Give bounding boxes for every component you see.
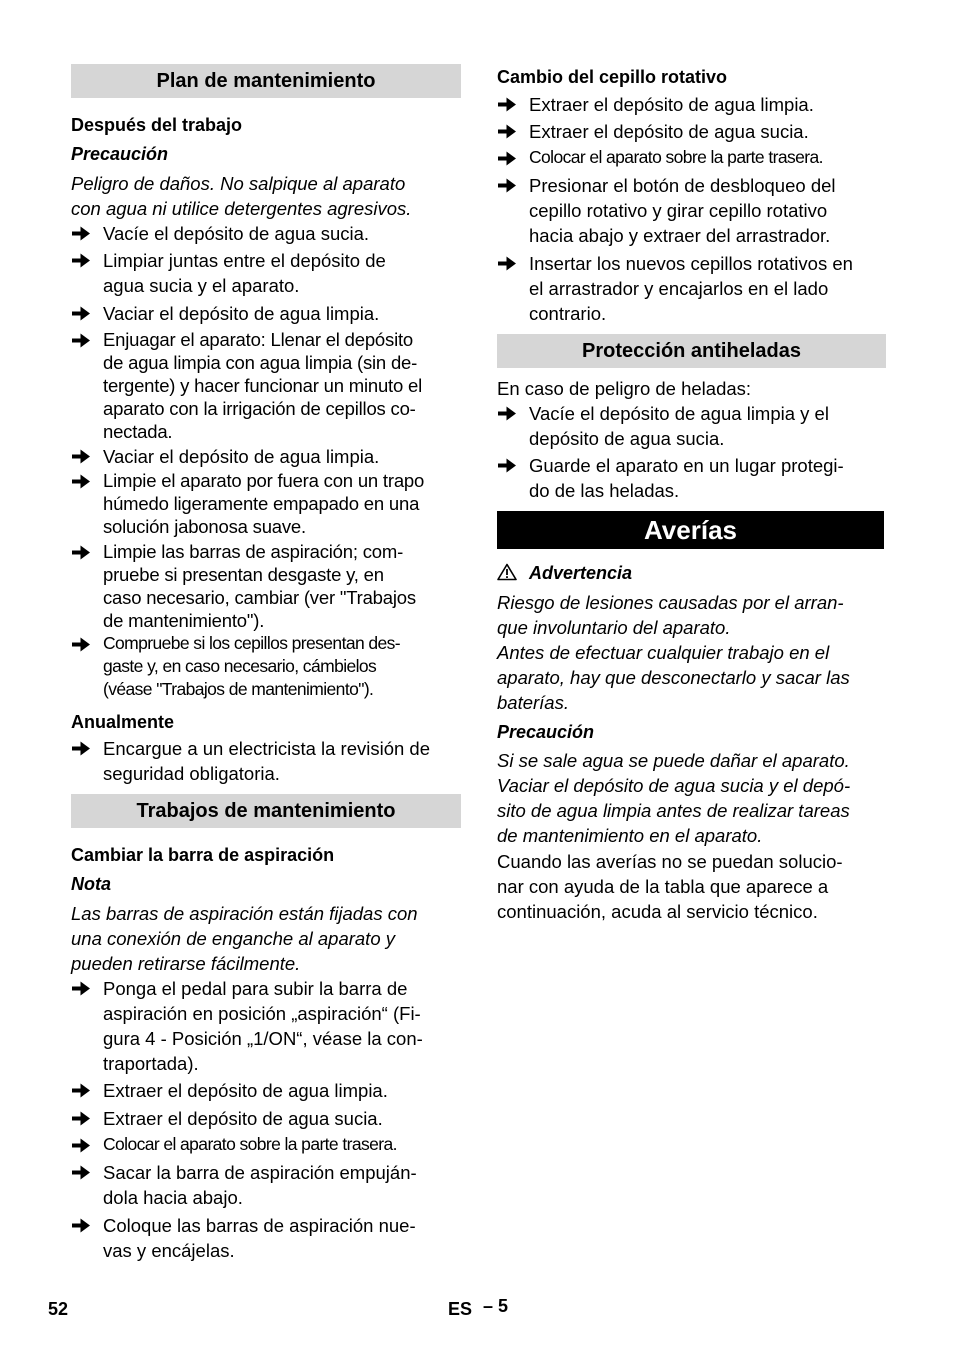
list-item-text (103, 221, 369, 246)
arrow-right-icon (497, 150, 517, 167)
list-item-line: tergente) y hacer funcionar un minuto el (103, 375, 423, 396)
list-item-line: contrario. (529, 303, 607, 324)
note-line: una conexión de enganche al aparato y (71, 928, 396, 949)
list-item-text (103, 469, 424, 538)
list-item-line: aspiración en posición „aspiración“ (Fi- (103, 1003, 421, 1024)
arrow-right-icon (497, 255, 517, 272)
arrow-right-icon (71, 740, 91, 757)
list-item-text (529, 251, 853, 326)
list-item-line: Coloque las barras de aspiración nue- (103, 1215, 416, 1236)
list-item-line: dola hacia abajo. (103, 1187, 243, 1208)
list-item-text (529, 453, 844, 503)
warning-line: aparato, hay que desconectarlo y sacar las (497, 667, 850, 688)
frost-intro (497, 376, 751, 401)
list-item-line: vas y encájelas. (103, 1240, 235, 1261)
list-item-text (103, 540, 416, 632)
list-item-line: Vaciar el depósito de agua limpia. (103, 303, 380, 324)
list-item-line: Limpiar juntas entre el depósito de (103, 250, 386, 271)
section-title-faults: Averías (497, 511, 884, 549)
faults-final-line: Cuando las averías no se puedan solucio- (497, 851, 843, 872)
list-item-text (103, 736, 430, 786)
list-item-line: Limpie las barras de aspiración; com- (103, 541, 404, 562)
arrow-right-icon (71, 1164, 91, 1181)
list-item-line: Enjuagar el aparato: Llenar el depósito (103, 329, 414, 350)
page-number: 52 (48, 1299, 69, 1319)
arrow-right-icon (71, 1137, 91, 1154)
list-item-line: seguridad obligatoria. (103, 763, 280, 784)
caution-label: Precaución (71, 144, 169, 164)
list-item-line: Vacíe el depósito de agua limpia y el (529, 403, 829, 424)
arrow-right-icon (71, 544, 91, 561)
heading-after-work: Después del trabajo (71, 115, 243, 135)
list-item-line: gaste y, en caso necesario, cámbielos (103, 656, 377, 676)
list-item-line: Ponga el pedal para subir la barra de (103, 978, 408, 999)
caution-text (71, 171, 411, 221)
list-item-line: depósito de agua sucia. (529, 428, 725, 449)
warning-line: Antes de efectuar cualquier trabajo en el (497, 642, 830, 663)
list-item-text (103, 632, 400, 701)
arrow-right-icon (71, 252, 91, 269)
arrow-right-icon (71, 305, 91, 322)
warning-label: Advertencia (529, 563, 633, 583)
list-item-text (529, 401, 829, 451)
list-item-line: Insertar los nuevos cepillos rotativos en (529, 253, 853, 274)
arrow-right-icon (497, 96, 517, 113)
arrow-right-icon (497, 405, 517, 422)
caution-label: Precaución (497, 722, 595, 742)
list-item-line: el arrastrador y encajarlos en el lado (529, 278, 829, 299)
warning-line: baterías. (497, 692, 569, 713)
list-item-line: Extraer el depósito de agua limpia. (103, 1080, 388, 1101)
arrow-right-icon (71, 332, 91, 349)
list-item-line: nectada. (103, 421, 173, 442)
warning-line: que involuntario del aparato. (497, 617, 731, 638)
arrow-right-icon (71, 1110, 91, 1127)
list-item-line: agua sucia y el aparato. (103, 275, 300, 296)
frost-intro-text: En caso de peligro de heladas: (497, 378, 752, 399)
list-item-text (103, 328, 422, 443)
caution-text (497, 748, 850, 848)
footer-section-page: – 5 (483, 1296, 509, 1316)
list-item-line: Colocar el aparato sobre la parte trasera. (529, 147, 823, 167)
list-item-text (103, 1106, 383, 1131)
arrow-right-icon (71, 636, 91, 653)
list-item-text (529, 173, 836, 248)
caution-line: con agua ni utilice detergentes agresivos. (71, 198, 412, 219)
list-item-line: Presionar el botón de desbloqueo del (529, 175, 836, 196)
list-item-line: cepillo rotativo y girar cepillo rotativo (529, 200, 828, 221)
note-line: Las barras de aspiración están fijadas con (71, 903, 418, 924)
arrow-right-icon (71, 473, 91, 490)
arrow-right-icon (71, 225, 91, 242)
list-item-line: aparato con la irrigación de cepillos co- (103, 398, 416, 419)
arrow-right-icon (497, 177, 517, 194)
list-item-line: Extraer el depósito de agua sucia. (529, 121, 809, 142)
warning-triangle-icon (497, 563, 517, 581)
list-item-line: de agua limpia con agua limpia (sin de- (103, 352, 418, 373)
list-item-line: traportada). (103, 1053, 199, 1074)
list-item-line: Compruebe si los cepillos presentan des- (103, 633, 400, 653)
arrow-right-icon (71, 1217, 91, 1234)
list-item-line: húmedo ligeramente empapado en una (103, 493, 420, 514)
list-item-line: Vacíe el depósito de agua sucia. (103, 223, 370, 244)
section-title-maintenance-work: Trabajos de mantenimiento (71, 794, 461, 828)
list-item-line: Guarde el aparato en un lugar protegi- (529, 455, 844, 476)
list-item-text (103, 1160, 417, 1210)
list-item-line: Sacar la barra de aspiración empuján- (103, 1162, 417, 1183)
list-item-text (103, 1213, 416, 1263)
list-item-text (103, 1133, 397, 1156)
list-item-text (103, 301, 379, 326)
list-item-line: caso necesario, cambiar (ver "Trabajos (103, 587, 416, 608)
arrow-right-icon (497, 457, 517, 474)
arrow-right-icon (497, 123, 517, 140)
warning-text (497, 590, 850, 715)
arrow-right-icon (71, 448, 91, 465)
section-title-frost-protection: Protección antiheladas (497, 334, 886, 368)
caution-line: sito de agua limpia antes de realizar tareas (497, 800, 850, 821)
heading-change-suction-bar: Cambiar la barra de aspiración (71, 845, 335, 865)
list-item-line: (véase "Trabajos de mantenimiento"). (103, 679, 374, 699)
heading-annually: Anualmente (71, 712, 175, 732)
note-line: pueden retirarse fácilmente. (71, 953, 301, 974)
list-item-text (103, 444, 379, 469)
faults-final-line: nar con ayuda de la tabla que aparece a (497, 876, 829, 897)
warning-line: Riesgo de lesiones causadas por el arran- (497, 592, 844, 613)
caution-line: Peligro de daños. No salpique al aparato (71, 173, 406, 194)
list-item-line: do de las heladas. (529, 480, 680, 501)
arrow-right-icon (71, 1082, 91, 1099)
list-item-line: solución jabonosa suave. (103, 516, 306, 537)
list-item-text (103, 1078, 388, 1103)
section-title-maintenance-plan: Plan de mantenimiento (71, 64, 461, 98)
list-item-line: Colocar el aparato sobre la parte trasera. (103, 1134, 397, 1154)
list-item-line: pruebe si presentan desgaste y, en (103, 564, 384, 585)
arrow-right-icon (71, 980, 91, 997)
footer-language: ES (448, 1299, 473, 1319)
note-label: Nota (71, 874, 111, 894)
list-item-text (529, 119, 809, 144)
faults-final-text (497, 849, 843, 924)
caution-line: de mantenimiento en el aparato. (497, 825, 763, 846)
list-item-line: Vaciar el depósito de agua limpia. (103, 446, 380, 467)
list-item-text (103, 976, 423, 1076)
list-item-line: Encargue a un electricista la revisión de (103, 738, 431, 759)
heading-change-brush: Cambio del cepillo rotativo (497, 67, 728, 87)
caution-line: Vaciar el depósito de agua sucia y el depó- (497, 775, 851, 796)
note-text (71, 901, 418, 976)
list-item-line: gura 4 - Posición „1/ON“, véase la con- (103, 1028, 423, 1049)
list-item-line: Limpie el aparato por fuera con un trapo (103, 470, 425, 491)
faults-final-line: continuación, acuda al servicio técnico. (497, 901, 818, 922)
list-item-line: Extraer el depósito de agua limpia. (529, 94, 814, 115)
list-item-line: hacia abajo y extraer del arrastrador. (529, 225, 831, 246)
list-item-text (529, 92, 814, 117)
list-item-line: de mantenimiento"). (103, 610, 265, 631)
caution-line: Si se sale agua se puede dañar el aparato. (497, 750, 850, 771)
list-item-line: Extraer el depósito de agua sucia. (103, 1108, 383, 1129)
list-item-text (103, 248, 386, 298)
list-item-text (529, 146, 823, 169)
